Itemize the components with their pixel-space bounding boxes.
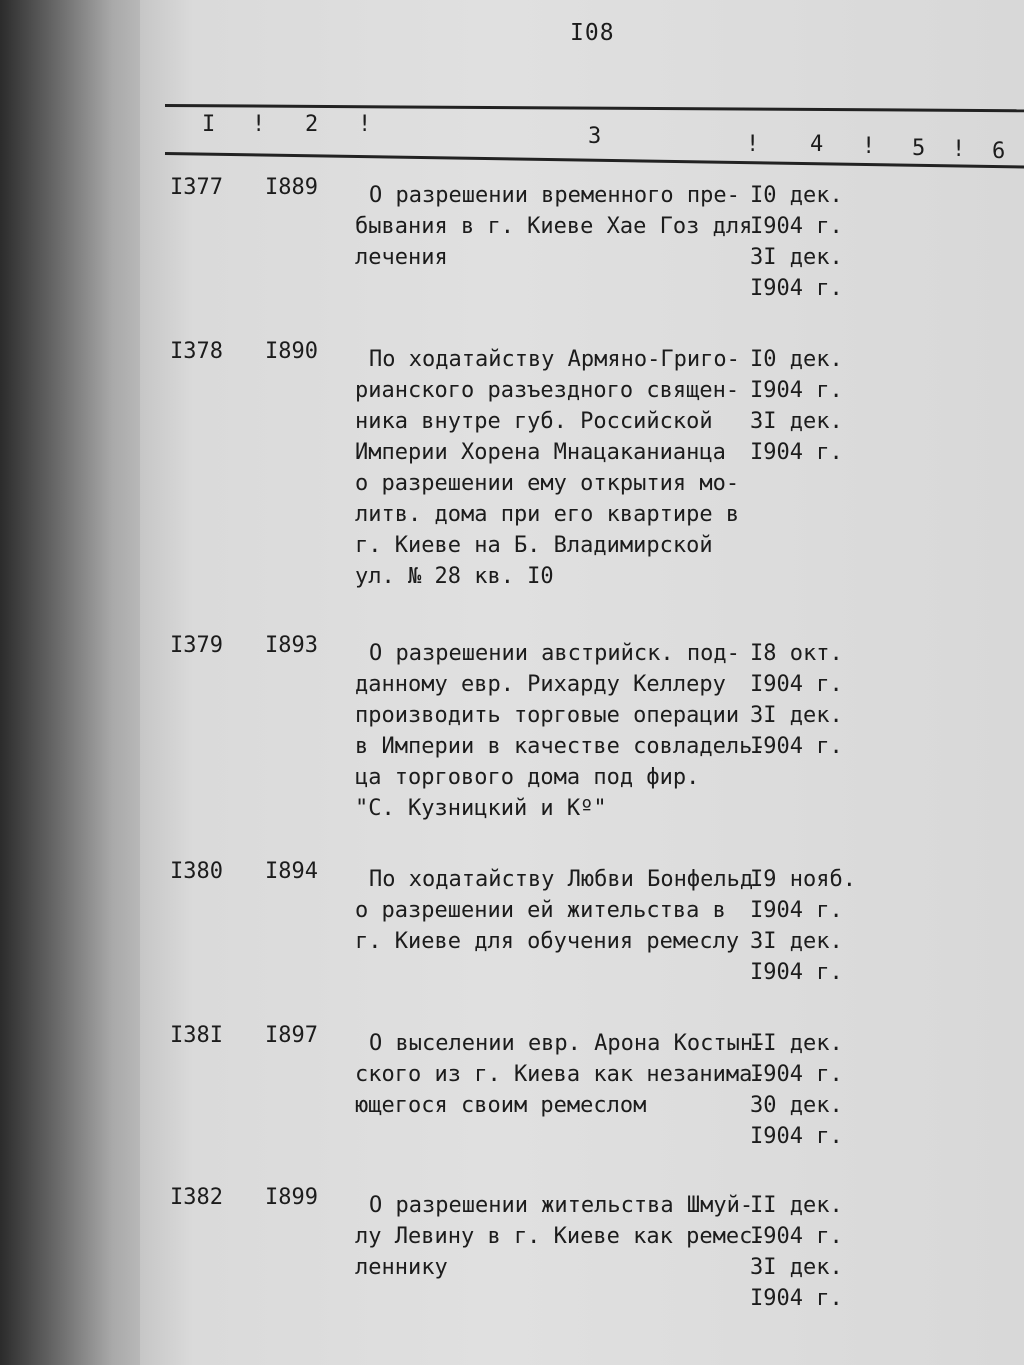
entry-dates — [750, 638, 860, 762]
entry-number: I38I — [170, 1023, 223, 1048]
date-start-day: II дек. — [750, 1031, 843, 1056]
entry-description — [355, 180, 755, 273]
entry-number: I378 — [170, 339, 223, 364]
facing-page-edge — [0, 0, 150, 1365]
column-separator: ! — [862, 134, 876, 159]
description-line: Империи Хорена Мнацаканианца — [355, 440, 726, 465]
entry-number: I379 — [170, 633, 223, 658]
description-line: ющегося своим ремеслом — [355, 1093, 647, 1118]
description-line: в Империи в качестве совладель- — [355, 734, 766, 759]
entry-number: I377 — [170, 175, 223, 200]
description-line: производить торговые операции — [355, 703, 740, 728]
description-line: О разрешении австрийск. под- — [369, 641, 740, 666]
date-start-year: I904 г. — [750, 898, 843, 923]
description-line: ца торгового дома под фир. — [355, 765, 700, 790]
column-separator: ! — [252, 112, 266, 137]
description-line: леннику — [355, 1255, 448, 1280]
column-header-3: 3 — [588, 124, 602, 149]
date-end-year: I904 г. — [750, 734, 843, 759]
entry-reference: I890 — [265, 339, 318, 364]
date-start-day: I0 дек. — [750, 183, 843, 208]
description-line: О разрешении жительства Шмуй- — [369, 1193, 754, 1218]
entry-description — [355, 344, 755, 592]
column-separator: ! — [746, 132, 760, 157]
description-line: лу Левину в г. Киеве как ремес- — [355, 1224, 766, 1249]
description-line: г. Киеве для обучения ремеслу — [355, 929, 740, 954]
date-end-year: I904 г. — [750, 960, 843, 985]
entry-dates — [750, 1190, 860, 1314]
entry-reference: I897 — [265, 1023, 318, 1048]
header-rule-bottom — [165, 152, 1024, 169]
column-header-6: 6 — [992, 139, 1006, 164]
date-end-year: I904 г. — [750, 1124, 843, 1149]
entry-reference: I893 — [265, 633, 318, 658]
entry-description — [355, 1028, 767, 1121]
description-line: ского из г. Киева как незанима- — [355, 1062, 766, 1087]
date-start-day: I0 дек. — [750, 347, 843, 372]
column-header-5: 5 — [912, 136, 926, 161]
description-line: бывания в г. Киеве Хае Гоз для — [355, 214, 753, 239]
entry-dates — [750, 180, 860, 304]
date-end-day: 30 дек. — [750, 1093, 843, 1118]
description-line: ул. № 28 кв. I0 — [355, 564, 554, 589]
date-end-year: I904 г. — [750, 276, 843, 301]
entry-reference: I889 — [265, 175, 318, 200]
description-line: литв. дома при его квартире в — [355, 502, 740, 527]
date-start-year: I904 г. — [750, 1224, 843, 1249]
description-line: О выселении евр. Арона Костын- — [369, 1031, 767, 1056]
description-line: О разрешении временного пре- — [369, 183, 740, 208]
date-end-day: 3I дек. — [750, 245, 843, 270]
date-end-day: 3I дек. — [750, 703, 843, 728]
entry-number: I382 — [170, 1185, 223, 1210]
entry-dates — [750, 1028, 860, 1152]
date-end-day: 3I дек. — [750, 409, 843, 434]
description-line: "С. Кузницкий и Кº" — [355, 796, 607, 821]
description-line: рианского разъездного священ- — [355, 378, 740, 403]
entry-dates — [750, 864, 860, 988]
column-header-4: 4 — [810, 132, 824, 157]
description-line: г. Киеве на Б. Владимирской — [355, 533, 713, 558]
column-header-2: 2 — [305, 112, 319, 137]
date-start-day: I8 окт. — [750, 641, 843, 666]
description-line: о разрешении ей жительства в — [355, 898, 726, 923]
date-start-year: I904 г. — [750, 378, 843, 403]
entry-reference: I894 — [265, 859, 318, 884]
entry-description — [355, 864, 755, 957]
header-rule-top — [165, 104, 1024, 112]
description-line: лечения — [355, 245, 448, 270]
date-start-day: II дек. — [750, 1193, 843, 1218]
date-end-year: I904 г. — [750, 440, 843, 465]
date-end-day: 3I дек. — [750, 929, 843, 954]
page-number: I08 — [570, 20, 615, 46]
entry-dates — [750, 344, 860, 468]
document-page — [140, 0, 1024, 1365]
column-separator: ! — [358, 112, 372, 137]
description-line: По ходатайству Любви Бонфельд — [369, 867, 754, 892]
date-end-year: I904 г. — [750, 1286, 843, 1311]
description-line: ника внутре губ. Российской — [355, 409, 713, 434]
column-header-1: I — [202, 112, 216, 137]
date-start-year: I904 г. — [750, 1062, 843, 1087]
entry-reference: I899 — [265, 1185, 318, 1210]
entry-number: I380 — [170, 859, 223, 884]
entry-description — [355, 1190, 766, 1283]
date-start-year: I904 г. — [750, 672, 843, 697]
column-separator: ! — [952, 137, 966, 162]
date-start-year: I904 г. — [750, 214, 843, 239]
description-line: По ходатайству Армяно-Григо- — [369, 347, 740, 372]
description-line: о разрешении ему открытия мо- — [355, 471, 740, 496]
date-end-day: 3I дек. — [750, 1255, 843, 1280]
description-line: данному евр. Рихарду Келлеру — [355, 672, 726, 697]
date-start-day: I9 нояб. — [750, 867, 856, 892]
entry-description — [355, 638, 766, 824]
